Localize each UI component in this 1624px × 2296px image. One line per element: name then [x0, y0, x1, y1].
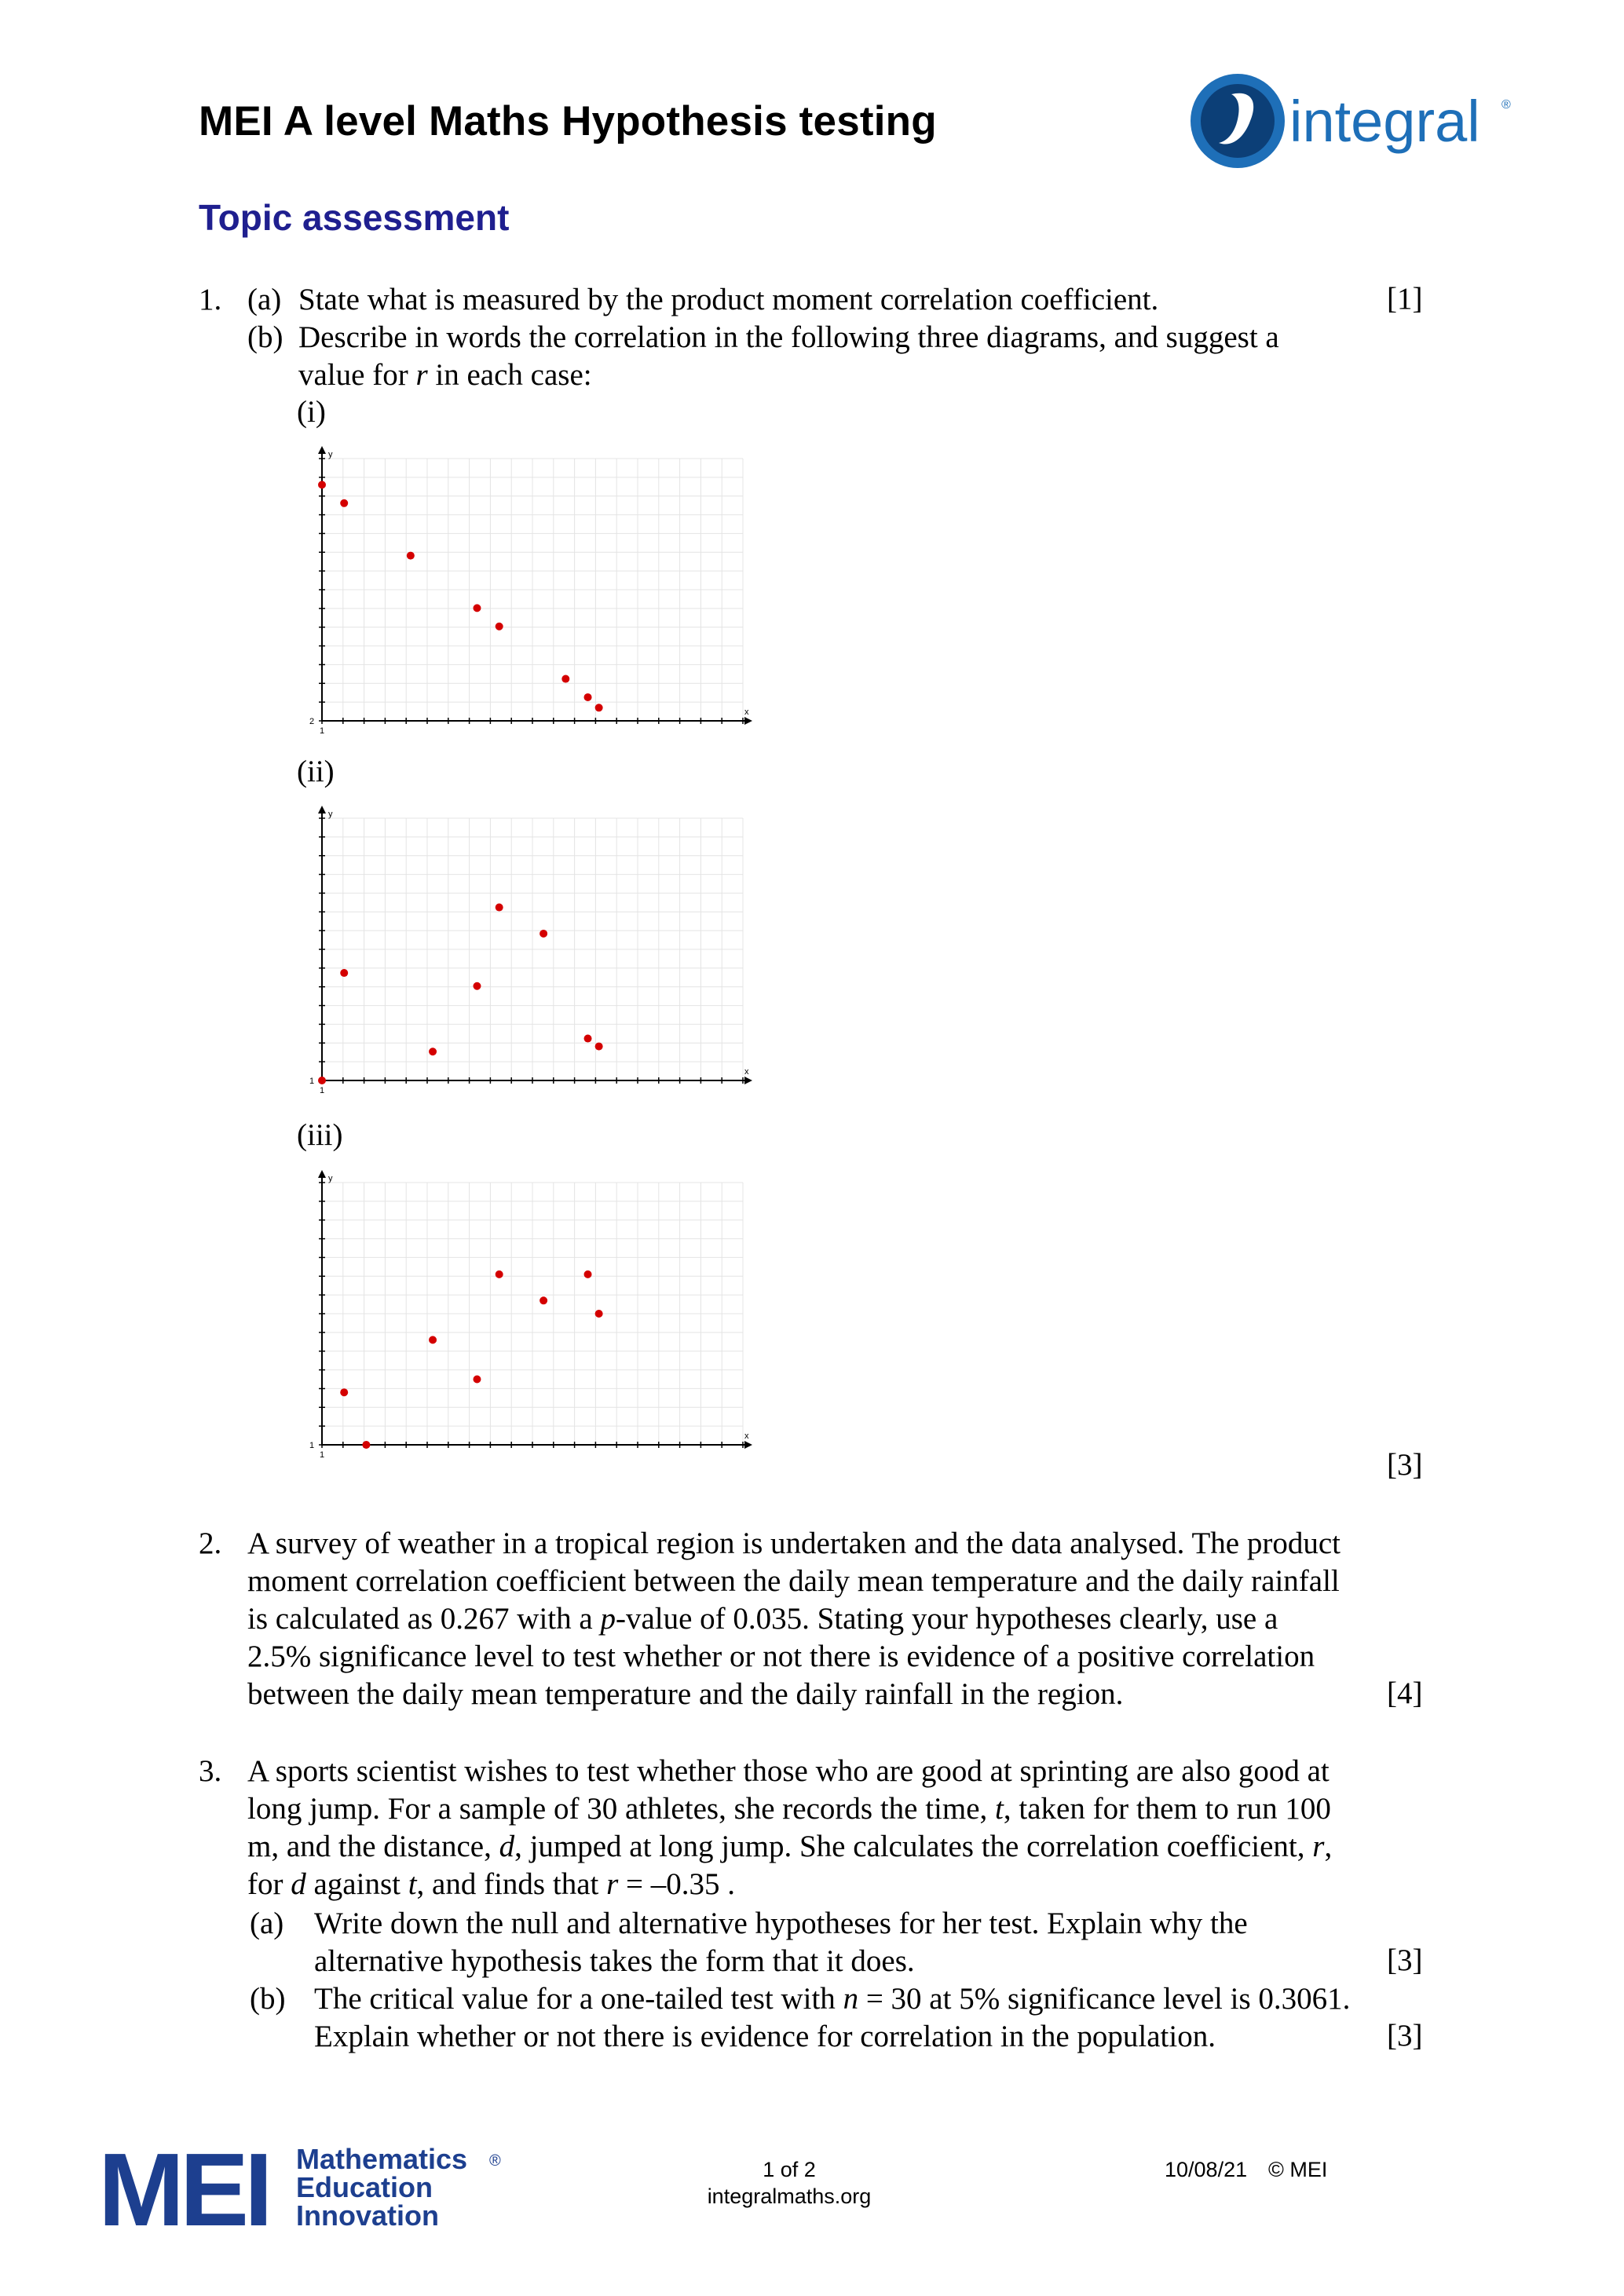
q3-line4: for d against t, and finds that r = –0.35 .: [247, 1867, 736, 1901]
data-point: [318, 1077, 326, 1084]
x-origin-tick-label: 1: [320, 1086, 325, 1095]
q3-number: 3.: [199, 1754, 222, 1788]
q3b-label: (b): [250, 1982, 286, 2016]
q1a-marks: [1]: [1387, 282, 1423, 316]
diagram-label-iii: (iii): [297, 1118, 343, 1152]
scatter-chart-i: [298, 441, 754, 740]
data-point: [318, 481, 326, 488]
y-origin-tick-label: 2: [309, 717, 315, 726]
integral-logo-icon: [1186, 71, 1516, 173]
mei-letters: MEI: [98, 2144, 269, 2238]
mei-registered-mark: ®: [489, 2152, 501, 2170]
y-origin-tick-label: 1: [309, 1441, 315, 1450]
y-origin-tick-label: 1: [309, 1077, 315, 1086]
logo-wordmark: integral: [1289, 89, 1480, 154]
q2-line5: between the daily mean temperature and the daily rainfall in the region.: [247, 1677, 1124, 1711]
y-axis-label: y: [328, 810, 333, 819]
y-axis-label: y: [328, 1174, 333, 1183]
y-axis-label: y: [328, 450, 333, 459]
data-point: [473, 982, 481, 990]
y-axis-arrow: [318, 446, 326, 454]
logo-registered-mark: ®: [1501, 98, 1511, 112]
q2-marks: [4]: [1387, 1676, 1423, 1710]
data-point: [429, 1336, 437, 1344]
data-point: [584, 1035, 592, 1043]
q3a-line1: Write down the null and alternative hypotheses for her test. Explain why the: [314, 1907, 1248, 1940]
mei-line-innovation: Innovation: [296, 2199, 439, 2232]
data-point: [584, 693, 592, 701]
q2-number: 2.: [199, 1526, 222, 1560]
footer-website: integralmaths.org: [707, 2184, 872, 2208]
q3a-label: (a): [250, 1907, 284, 1940]
mei-logo: [98, 2144, 522, 2238]
data-point: [362, 1441, 370, 1449]
q2-line2: moment correlation coefficient between the daily mean temperature and the daily rainfall: [247, 1564, 1340, 1598]
q1a-text: State what is measured by the product moment correlation coefficient.: [298, 283, 1159, 316]
x-axis-arrow: [744, 717, 752, 725]
x-axis-arrow: [744, 1077, 752, 1084]
scatter-plot-svg: [298, 801, 754, 1099]
scatter-plot-svg: [298, 441, 754, 740]
data-point: [595, 1043, 603, 1051]
x-axis-arrow: [744, 1441, 752, 1449]
diagram-label-i: (i): [297, 395, 326, 429]
q3-line1: A sports scientist wishes to test whether those who are good at sprinting are also good at: [247, 1754, 1330, 1788]
q3b-line2: Explain whether or not there is evidence for correlation in the population.: [314, 2020, 1216, 2053]
integral-logo: [1186, 71, 1516, 173]
q3a-marks: [3]: [1387, 1943, 1423, 1977]
y-axis-arrow: [318, 1170, 326, 1178]
q3-line2: long jump. For a sample of 30 athletes, she records the time, t, taken for them to run 100: [247, 1792, 1331, 1826]
data-point: [473, 1376, 481, 1384]
scatter-plot-svg: [298, 1165, 754, 1464]
mei-logo-icon: [98, 2144, 522, 2238]
x-axis-label: x: [744, 1431, 749, 1441]
diagram-label-ii: (ii): [297, 755, 335, 788]
data-point: [473, 604, 481, 612]
mei-line-education: Education: [296, 2171, 433, 2203]
q1-total-marks: [3]: [1387, 1448, 1423, 1482]
footer-copyright: © MEI: [1268, 2158, 1328, 2181]
q3b-marks: [3]: [1387, 2019, 1423, 2053]
section-title: Topic assessment: [199, 197, 510, 238]
q1b-text-line1: Describe in words the correlation in the following three diagrams, and suggest a: [298, 320, 1279, 354]
scatter-chart-iii: [298, 1165, 754, 1464]
data-point: [340, 499, 348, 507]
data-point: [340, 969, 348, 977]
page-number: 1 of 2: [763, 2158, 816, 2181]
data-point: [496, 904, 503, 912]
q1a-label: (a): [247, 283, 282, 316]
q3b-line1: The critical value for a one-tailed test with n = 30 at 5% significance level is 0.3061.: [314, 1982, 1351, 2016]
data-point: [595, 704, 603, 711]
q3-line3: m, and the distance, d, jumped at long jump. She calculates the correlation coefficient, r,: [247, 1830, 1333, 1863]
data-point: [584, 1270, 592, 1278]
document-title: MEI A level Maths Hypothesis testing: [199, 98, 937, 144]
x-axis-label: x: [744, 1067, 749, 1077]
q2-line3: is calculated as 0.267 with a p-value of 0.035. Stating your hypotheses clearly, use a: [247, 1602, 1278, 1636]
scatter-chart-ii: [298, 801, 754, 1099]
data-point: [407, 552, 415, 560]
mei-line-mathematics: Mathematics: [296, 2144, 468, 2175]
x-origin-tick-label: 1: [320, 726, 325, 736]
data-point: [496, 623, 503, 631]
q1b-text-line2: value for r in each case:: [298, 358, 592, 392]
q2-line1: A survey of weather in a tropical region is undertaken and the data analysed. The product: [247, 1526, 1341, 1560]
data-point: [340, 1388, 348, 1396]
x-origin-tick-label: 1: [320, 1450, 325, 1460]
data-point: [496, 1270, 503, 1278]
data-point: [540, 930, 547, 938]
q1-number: 1.: [199, 283, 222, 316]
x-axis-label: x: [744, 707, 749, 717]
footer-date: 10/08/21: [1165, 2158, 1248, 2181]
data-point: [429, 1047, 437, 1055]
data-point: [595, 1310, 603, 1318]
q1b-label: (b): [247, 320, 283, 354]
data-point: [540, 1296, 547, 1304]
data-point: [561, 675, 569, 683]
y-axis-arrow: [318, 806, 326, 813]
q3a-line2: alternative hypothesis takes the form that it does.: [314, 1944, 915, 1978]
q2-line4: 2.5% significance level to test whether or not there is evidence of a positive correlation: [247, 1640, 1315, 1673]
